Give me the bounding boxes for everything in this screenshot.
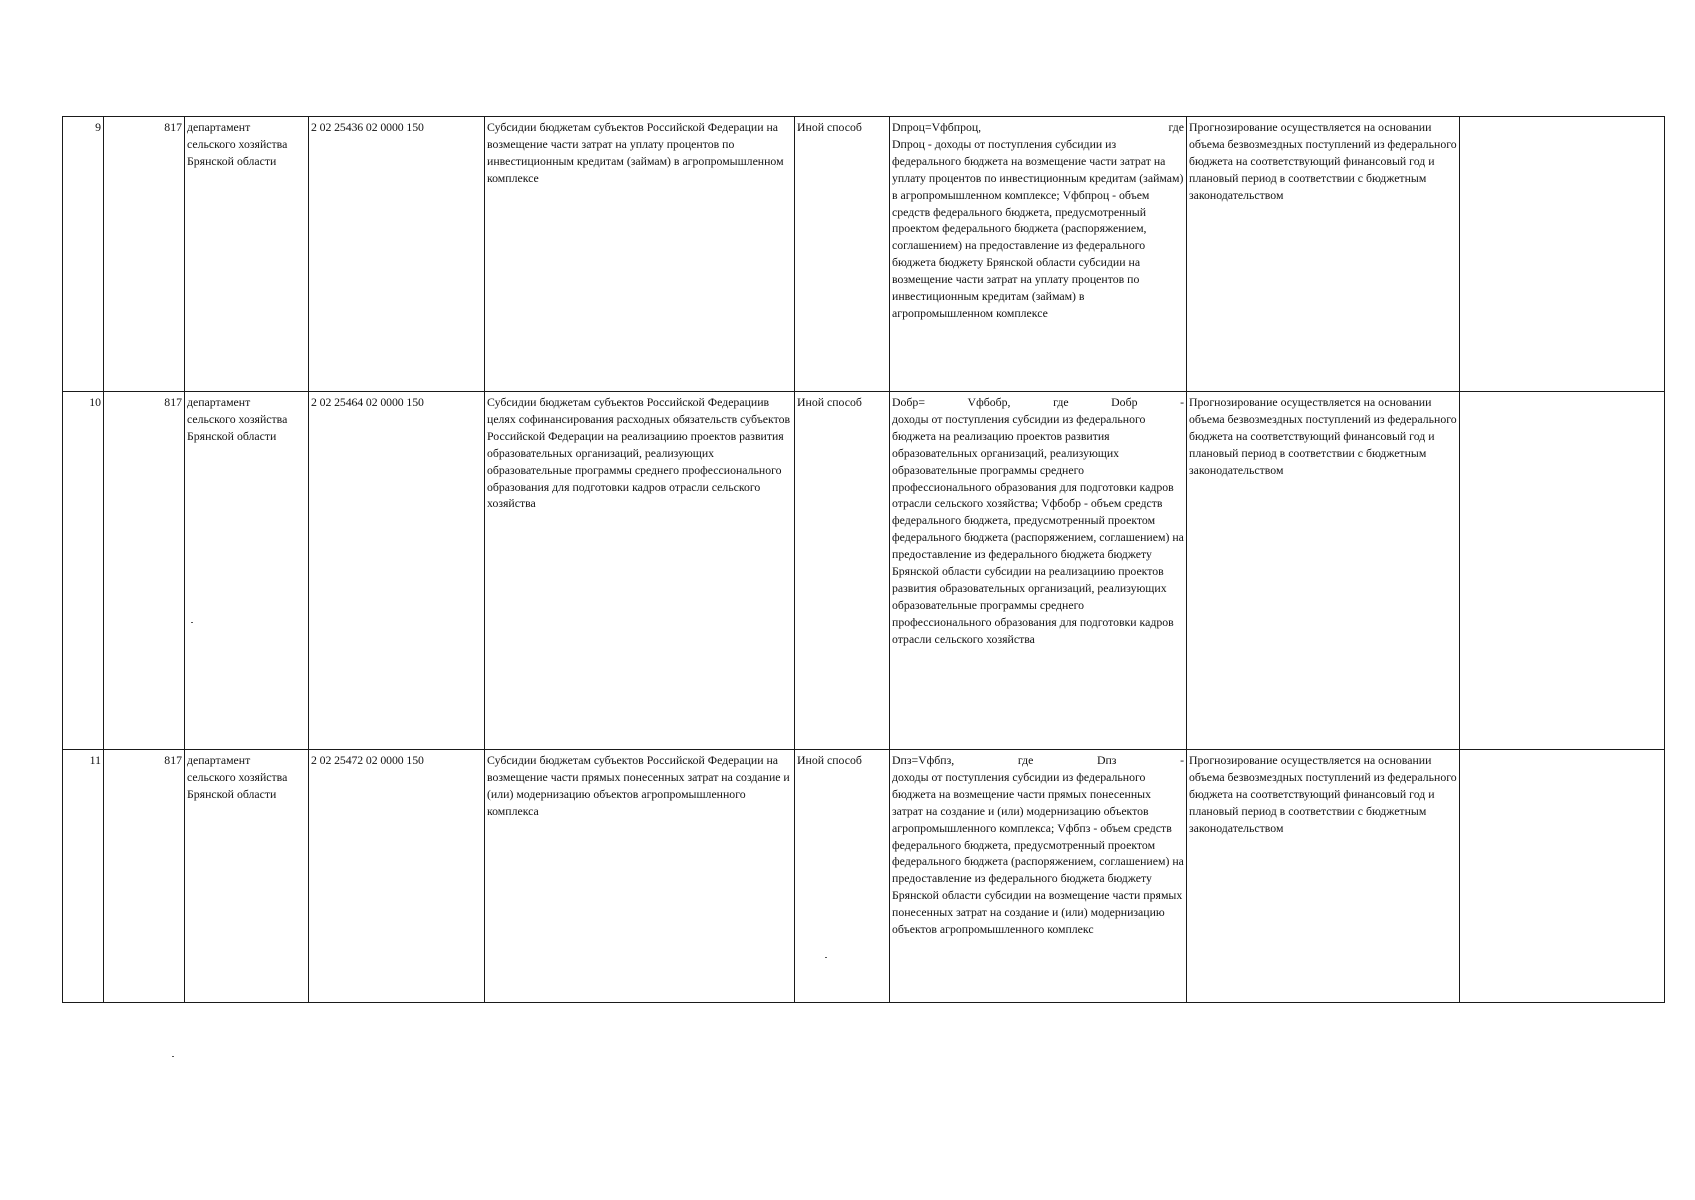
formula-cell — [890, 392, 1187, 750]
formula-expression: Dпроц=Vфбпроц, где — [892, 120, 1184, 134]
formula-heading — [892, 394, 1184, 411]
formula-description: доходы от поступления субсидии из федерального бюджета на реализацию проектов развития образовательных организаций, реализующих образовательные программы среднего профессионального образования для подготовки кадров отрасли сельского хозяйства; Vфбобр - объем средств федерального бюджета, предусмотренный проектом федерального бюджета (распоряжением, соглашением) на предоставление из федерального бюджета бюджету Брянской области субсидии на реализациию проектов развития образовательных организаций, реализующих образовательные программы среднего профессионального образования для подготовки кадров отрасли сельского хозяйства — [892, 411, 1184, 646]
formula-heading — [892, 752, 1184, 769]
formula-cell — [890, 117, 1187, 392]
note-cell — [1460, 117, 1665, 392]
formula-term: Dобр - — [1111, 395, 1184, 409]
formula-term: Dпз - — [1096, 753, 1185, 767]
revenue-name: Субсидии бюджетам субъектов Российской Федерации на возмещение части затрат на уплату процентов по инвестиционным кредитам (займам) в агропромышленном комплексе — [485, 117, 795, 392]
formula-expression: Dпз=Vфбпз, где — [892, 753, 1034, 767]
note-cell — [1460, 750, 1665, 1003]
formula-heading — [892, 119, 1184, 136]
department-name: департамент сельского хозяйства Брянской области — [185, 117, 309, 392]
formula-expression: Dобр= Vфбобр, где — [892, 395, 1069, 409]
forecast-description: Прогнозирование осуществляется на основании объема безвозмездных поступлений из федерального бюджета на соответствующий финансовый год и плановый период в соответствии с бюджетным законодательством — [1187, 750, 1460, 1003]
budget-classification-code: 2 02 25472 02 0000 150 — [309, 750, 485, 1003]
budget-classification-code: 2 02 25436 02 0000 150 — [309, 117, 485, 392]
revenue-name: Субсидии бюджетам субъектов Российской Федерациив целях софинансирования расходных обязательств субъектов Российской Федерации на реализациию проектов развития образовательных организаций, реализующих образовательные программы среднего профессионального образования для подготовки кадров отрасли сельского хозяйства — [485, 392, 795, 750]
row-number: 10 — [63, 392, 104, 750]
formula-cell — [890, 750, 1187, 1003]
scan-speck — [191, 622, 193, 623]
table-row — [63, 117, 1665, 392]
formula-description: доходы от поступления субсидии из федерального бюджета на возмещение части прямых понесенных затрат на создание и (или) модернизацию объектов агропромышленного комплекса; Vфбпз - объем средств федерального бюджета, предусмотренный проектом федерального бюджета (распоряжением, соглашением) на предоставление из федерального бюджета бюджету Брянской области субсидии на возмещение части прямых понесенных затрат на создание и (или) модернизацию объектов агропромышленного комплекс — [892, 769, 1184, 937]
scan-speck — [825, 957, 827, 958]
forecast-description: Прогнозирование осуществляется на основании объема безвозмездных поступлений из федерального бюджета на соответствующий финансовый год и плановый период в соответствии с бюджетным законодательством — [1187, 392, 1460, 750]
document-sheet — [62, 116, 1664, 1003]
table-row — [63, 750, 1665, 1003]
scan-speck — [172, 1056, 174, 1057]
budget-classification-code: 2 02 25464 02 0000 150 — [309, 392, 485, 750]
admin-code: 817 — [104, 750, 185, 1003]
revenue-name: Субсидии бюджетам субъектов Российской Федерации на возмещение части прямых понесенных затрат на создание и (или) модернизацию объектов агропромышленного комплекса — [485, 750, 795, 1003]
forecast-method: Иной способ — [795, 117, 890, 392]
admin-code: 817 — [104, 392, 185, 750]
department-name: департамент сельского хозяйства Брянской области — [185, 392, 309, 750]
formula-description: Dпроц - доходы от поступления субсидии из федерального бюджета на возмещение части затрат на уплату процентов по инвестиционным кредитам (займам) в агропромышленном комплексе; Vфбпроц - объем средств федерального бюджета, предусмотренный проектом федерального бюджета (распоряжением, соглашением) на предоставление из федерального бюджета бюджету Брянской области субсидии на возмещение части затрат на уплату процентов по инвестиционным кредитам (займам) в агропромышленном комплексе — [892, 136, 1184, 320]
department-name: департамент сельского хозяйства Брянской области — [185, 750, 309, 1003]
admin-code: 817 — [104, 117, 185, 392]
table-row — [63, 392, 1665, 750]
forecast-method: Иной способ — [795, 750, 890, 1003]
forecast-description: Прогнозирование осуществляется на основании объема безвозмездных поступлений из федерального бюджета на соответствующий финансовый год и плановый период в соответствии с бюджетным законодательством — [1187, 117, 1460, 392]
note-cell — [1460, 392, 1665, 750]
row-number: 9 — [63, 117, 104, 392]
revenue-forecast-table — [62, 116, 1665, 1003]
forecast-method: Иной способ — [795, 392, 890, 750]
row-number: 11 — [63, 750, 104, 1003]
